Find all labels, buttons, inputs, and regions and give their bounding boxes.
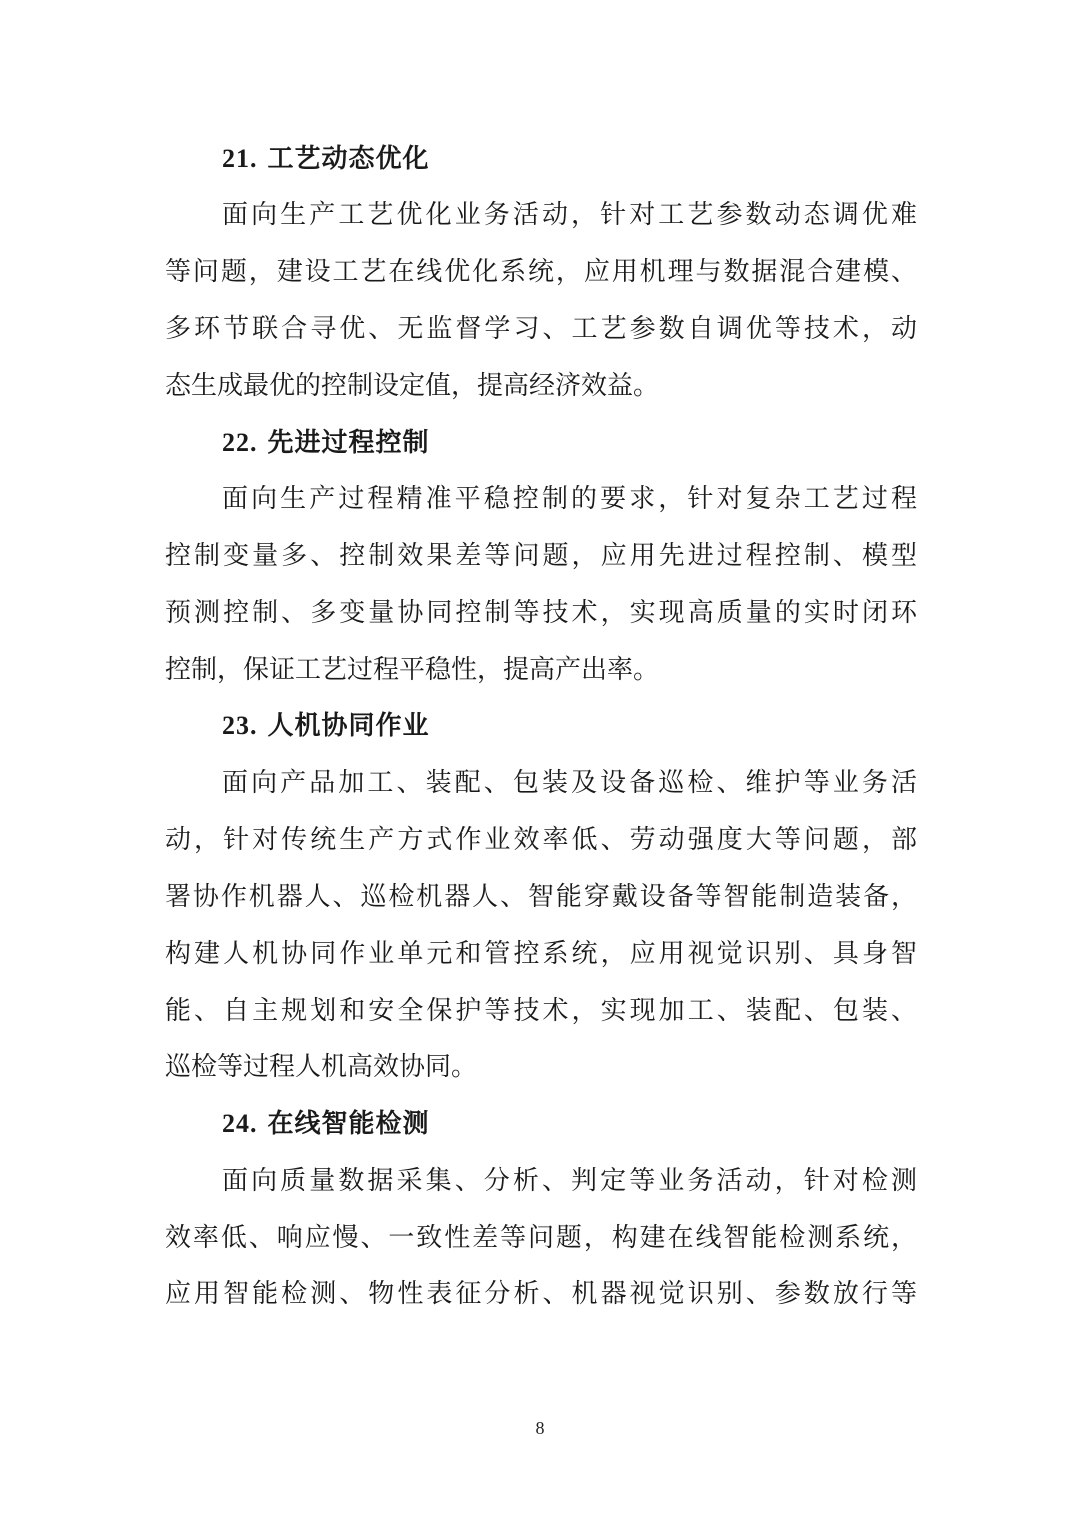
paragraph-line: 面向生产工艺优化业务活动，针对工艺参数动态调优难 (222, 200, 917, 230)
paragraph-line: 构建人机协同作业单元和管控系统，应用视觉识别、具身智 (165, 939, 917, 969)
section-title: 先进过程控制 (267, 428, 430, 458)
paragraph-line: 能、自主规划和安全保护等技术，实现加工、装配、包装、 (165, 996, 917, 1026)
paragraph-line: 巡检等过程人机高效协同。 (165, 1052, 478, 1082)
paragraph-line: 署协作机器人、巡检机器人、智能穿戴设备等智能制造装备， (165, 882, 917, 912)
paragraph-line: 多环节联合寻优、无监督学习、工艺参数自调优等技术，动 (165, 314, 917, 344)
section-heading-22 (222, 423, 430, 463)
section-number: 21. (222, 144, 258, 173)
section-number: 23. (222, 711, 258, 740)
section-title: 在线智能检测 (267, 1109, 430, 1139)
section-heading-21 (222, 139, 430, 179)
paragraph-line: 预测控制、多变量协同控制等技术，实现高质量的实时闭环 (165, 598, 917, 628)
paragraph-line: 控制，保证工艺过程平稳性，提高产出率。 (165, 655, 660, 685)
section-heading-23 (222, 706, 430, 746)
section-heading-24 (222, 1104, 430, 1144)
paragraph-line: 等问题，建设工艺在线优化系统，应用机理与数据混合建模、 (165, 257, 917, 287)
paragraph-line: 应用智能检测、物性表征分析、机器视觉识别、参数放行等 (165, 1279, 917, 1309)
paragraph-line: 控制变量多、控制效果差等问题，应用先进过程控制、模型 (165, 541, 917, 571)
section-number: 24. (222, 1109, 258, 1138)
section-title: 工艺动态优化 (267, 144, 430, 174)
paragraph-line: 面向产品加工、装配、包装及设备巡检、维护等业务活 (222, 768, 917, 798)
paragraph-line: 面向生产过程精准平稳控制的要求，针对复杂工艺过程 (222, 484, 917, 514)
section-number: 22. (222, 428, 258, 457)
paragraph-line: 面向质量数据采集、分析、判定等业务活动，针对检测 (222, 1166, 917, 1196)
paragraph-line: 态生成最优的控制设定值，提高经济效益。 (165, 371, 660, 401)
paragraph-line: 动，针对传统生产方式作业效率低、劳动强度大等问题，部 (165, 825, 917, 855)
section-title: 人机协同作业 (267, 711, 430, 741)
paragraph-line: 效率低、响应慢、一致性差等问题，构建在线智能检测系统， (165, 1223, 917, 1253)
page-number: 8 (535, 1418, 545, 1438)
